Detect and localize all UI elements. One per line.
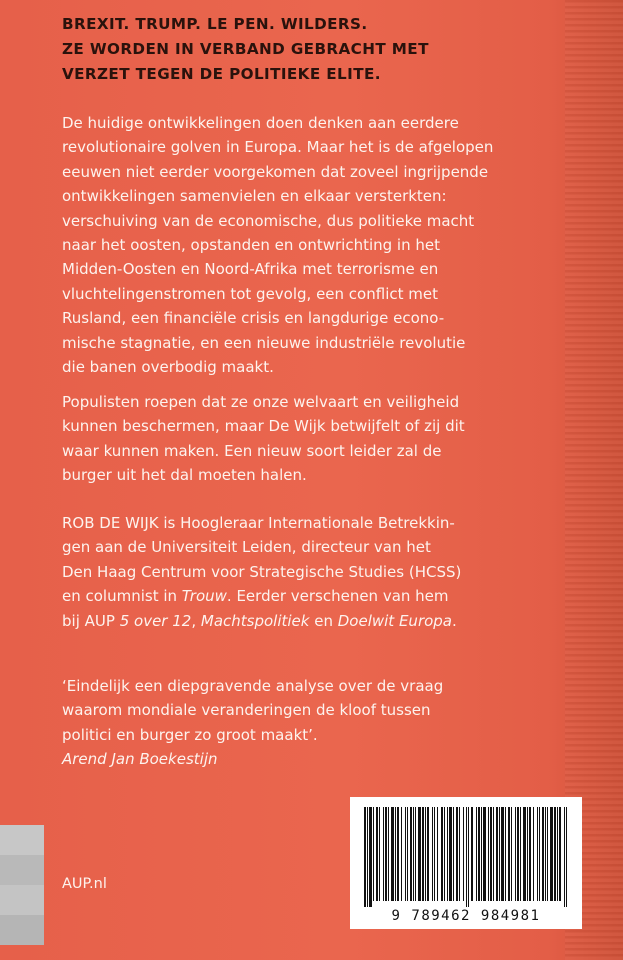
text-segment: ) [455,562,462,581]
text-line: naar het oosten, opstanden en ontwrichting in het [62,236,440,255]
text-line: mische stagnatie, en een nieuwe industriële revolutie [62,333,466,352]
publisher-tile-strip [0,825,44,945]
barcode-bar [444,807,445,901]
publisher-abbreviation: AUP [84,611,115,630]
text-line: burger uit het dal moeten halen. [62,466,307,485]
barcode-bar [447,807,448,901]
text-line [62,584,542,608]
barcode-bar [545,807,546,901]
barcode-bar [459,807,460,901]
barcode-bar [468,807,469,907]
barcode-bar [527,807,528,901]
newspaper-title: Trouw [181,587,227,606]
review-quote [62,674,542,772]
barcode-bar [413,807,414,901]
barcode-bar [425,807,426,901]
barcode-bar [369,807,372,907]
quote-line: politici en burger zo groot maakt’. [62,725,318,744]
barcode-bar [515,807,516,901]
barcode-bar [547,807,548,901]
barcode-bar [478,807,480,901]
barcode-bar [422,807,424,901]
barcode-bar [441,807,443,901]
publisher-website: AUP.nl [62,876,107,892]
barcode-bar [511,807,512,901]
text-line: kunnen beschermen, maar De Wijk betwijfelt of zij dit [62,417,465,436]
barcode-bar [481,807,482,901]
headline [62,12,582,87]
book-title: Doelwit Europa [337,611,453,630]
barcode-bar [559,807,561,901]
barcode-bar [542,807,544,901]
barcode-bar [456,807,458,901]
text-line: revolutionaire golven in Europa. Maar het is de afgelopen [62,138,494,157]
barcode-bar [508,807,510,901]
text-line [62,609,542,633]
barcode-bar [566,807,567,907]
text-line: Populisten roepen dat ze onze welvaart en veiligheid [62,393,460,411]
text-line [62,560,542,584]
barcode-bar [490,807,492,901]
barcode-bar [367,807,368,907]
quote-line: waarom mondiale veranderingen de kloof tussen [62,701,431,720]
book-title: 5 over 12 [119,611,192,630]
barcode-bar [496,807,498,901]
barcode-bar [517,807,519,901]
barcode-bar [401,807,402,901]
barcode-bar [427,807,429,901]
text-segment: Den Haag Centrum voor Strategische Studies ( [62,562,415,581]
text-segment: bij [62,611,85,630]
barcode-bar [463,807,464,901]
barcode-bar [483,807,486,901]
barcode-bar [529,807,531,901]
barcode-bar [432,807,433,901]
text-line: vluchtelingenstromen tot gevolg, een conflict met [62,284,438,303]
barcode-bar [499,807,500,901]
barcode-bar [418,807,421,901]
quote-line: ‘Eindelijk een diepgravende analyse over de vraag [62,677,444,695]
barcode-bar [415,807,416,901]
text-line: ontwikkelingen samenvielen en elkaar versterkten: [62,187,447,206]
barcode-bar [501,807,504,901]
barcode-bar [476,807,477,901]
barcode-bar [539,807,540,901]
barcode-bar [537,807,538,901]
quote-attribution: Arend Jan Boekestijn [62,750,218,769]
text-line: ROB DE WIJK is Hoogleraar Internationale Betrekkin- [62,514,455,532]
barcode-bar [564,807,565,907]
text-line: De huidige ontwikkelingen doen denken aan eerdere [62,114,459,132]
barcode-bar [383,807,384,901]
barcode-bar [466,807,467,907]
text-line: gen aan de Universiteit Leiden, directeur van het [62,538,431,557]
barcode-bar [395,807,396,901]
headline-line: VERZET TEGEN DE POLITIEKE ELITE. [62,65,381,83]
text-line: Rusland, een financiële crisis en langdurige econo- [62,309,445,328]
text-line: verschuiving van de economische, dus politieke macht [62,211,475,230]
logo-tile [0,855,44,885]
barcode-bar [493,807,494,901]
text-segment: . Eerder verschenen van hem [226,587,449,606]
text-line: Midden-Oosten en Noord-Afrika met terrorisme en [62,260,439,279]
barcode-bar [557,807,558,901]
text-segment: en columnist in [62,587,182,606]
barcode-bar [520,807,521,901]
abbreviation: HCSS [414,562,456,581]
barcode-bar [373,807,374,901]
description-paragraph-1 [62,111,542,379]
barcode-bar [453,807,454,901]
barcode-bar [397,807,399,901]
barcode-bar [471,807,473,901]
logo-tile [0,825,44,855]
isbn-barcode [350,797,582,929]
author-bio [62,511,542,633]
barcode-bars [362,807,570,907]
barcode-bar [434,807,435,901]
isbn-number: 9 789462 984981 [391,908,541,924]
text-segment: en [309,611,338,630]
barcode-bar [449,807,452,901]
barcode-bar [488,807,489,901]
barcode-bar [437,807,438,901]
text-line: eeuwen niet eerder voorgekomen dat zoveel ingrijpende [62,162,489,181]
logo-tile [0,915,44,945]
barcode-bar [388,807,389,901]
barcode-bar [533,807,534,901]
text-line: waar kunnen maken. Een nieuw soort leider zal de [62,441,442,460]
barcode-bar [379,807,380,901]
book-title: Machtspolitiek [200,611,310,630]
barcode-bar [407,807,408,901]
barcode-bar [385,807,387,901]
barcode-bar [505,807,506,901]
text-segment: . [452,611,457,630]
barcode-bar [550,807,553,901]
barcode-bar [523,807,526,901]
barcode-bar [391,807,394,901]
barcode-bar [554,807,556,901]
text-segment: , [191,611,201,630]
text-line: die banen overbodig maakt. [62,358,274,377]
barcode-bar [376,807,378,901]
barcode-bar [364,807,366,907]
description-paragraph-2 [62,390,542,488]
barcode-bar [410,807,412,901]
headline-line: BREXIT. TRUMP. LE PEN. WILDERS. [62,15,368,33]
barcode-bar [405,807,406,901]
logo-tile [0,885,44,915]
headline-line: ZE WORDEN IN VERBAND GEBRACHT MET [62,40,429,58]
